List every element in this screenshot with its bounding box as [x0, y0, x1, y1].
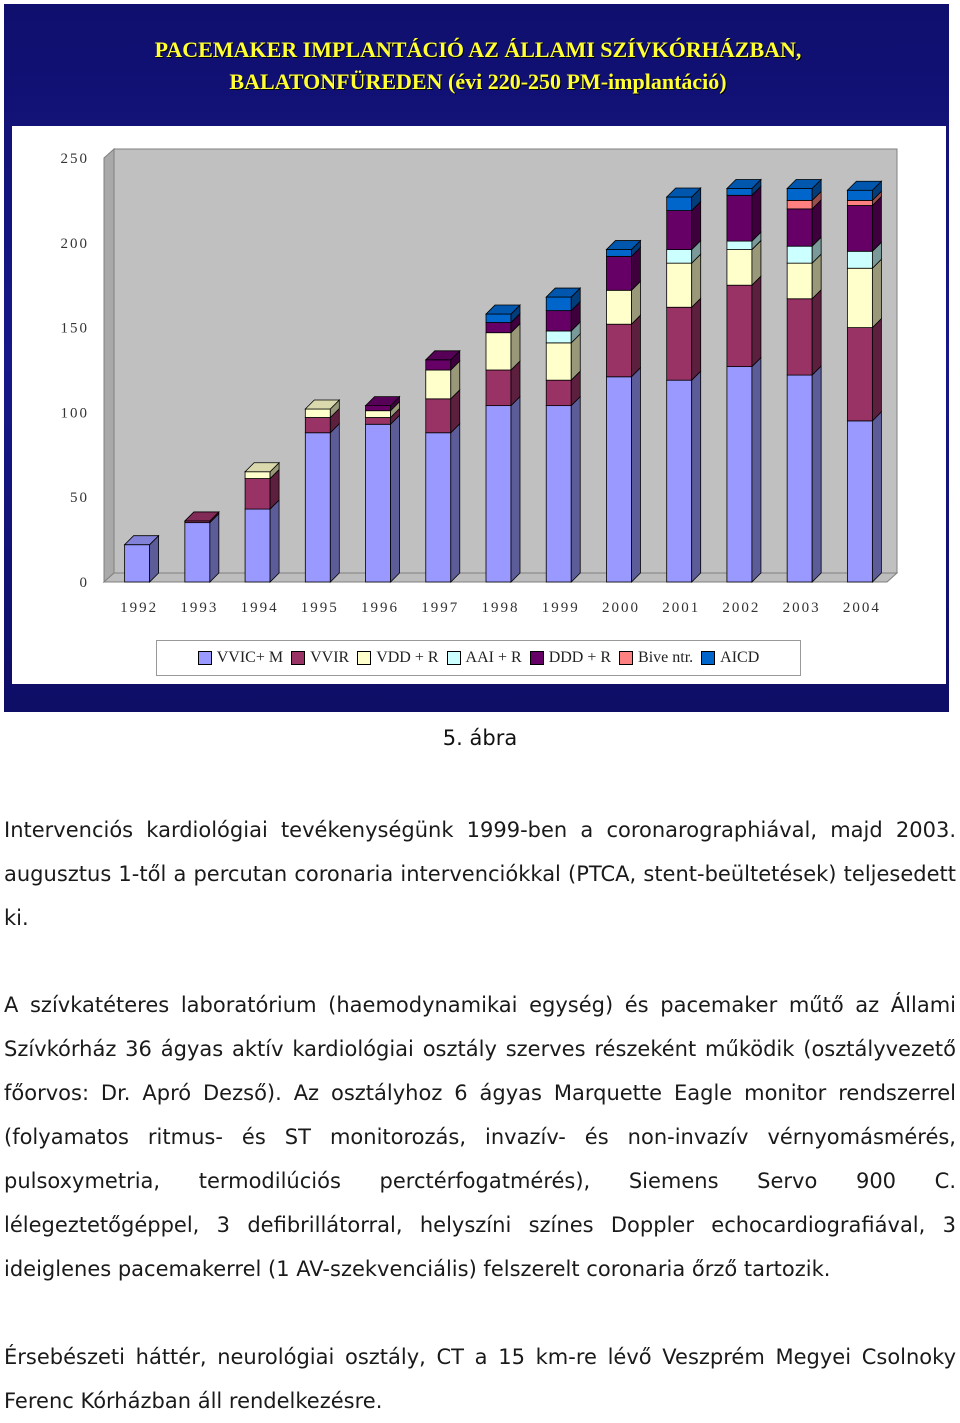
legend-swatch: [291, 651, 305, 665]
bar-segment-front: [426, 370, 451, 399]
bar-segment-front: [486, 333, 511, 370]
bar-segment-front: [606, 290, 631, 324]
legend-item: [357, 649, 438, 667]
bar-segment-front: [486, 370, 511, 406]
bar-segment-front: [486, 406, 511, 582]
legend-label: VVIR: [310, 649, 350, 666]
bar-segment-front: [787, 209, 812, 246]
chart-frame: [4, 4, 949, 712]
bar-segment-front: [667, 250, 692, 264]
bar-segment-side: [872, 259, 881, 327]
bar-segment-front: [667, 263, 692, 307]
y-tick-label: 200: [60, 235, 89, 252]
x-tick-label: 2003: [782, 600, 821, 616]
bar-segment-side: [330, 424, 339, 582]
bar-segment-side: [752, 276, 761, 366]
legend-label: Bive ntr.: [638, 649, 694, 666]
bar-segment-side: [391, 415, 400, 582]
bar-segment-side: [752, 186, 761, 241]
y-tick-label: 0: [79, 575, 89, 591]
bar-segment-front: [305, 409, 330, 417]
figure-caption: 5. ábra: [442, 726, 518, 750]
x-tick-label: 1992: [120, 600, 159, 616]
bar-segment-front: [606, 377, 631, 582]
bar-segment-front: [727, 195, 752, 241]
bar-segment-front: [847, 190, 872, 200]
legend-item: [291, 649, 349, 667]
y-tick-label: 100: [60, 405, 89, 422]
bar-segment-front: [787, 246, 812, 263]
legend-item: [198, 649, 283, 667]
y-tick-label: 250: [60, 151, 89, 167]
bar-segment-side: [812, 290, 821, 375]
legend-item: [701, 649, 759, 667]
bar-segment-front: [185, 523, 210, 582]
bar-segment-side: [210, 514, 219, 582]
bar-segment-front: [847, 421, 872, 582]
legend-swatch: [357, 651, 371, 665]
legend-swatch: [447, 651, 461, 665]
bar-segment-front: [847, 200, 872, 205]
bar-segment-side: [872, 196, 881, 251]
bar-segment-front: [546, 343, 571, 380]
x-tick-label: 2004: [842, 600, 881, 616]
bar-segment-side: [812, 366, 821, 582]
legend-label: AICD: [720, 649, 760, 666]
chart-title: [4, 34, 952, 98]
bar-segment-front: [787, 263, 812, 299]
x-tick-label: 2002: [722, 600, 761, 616]
bar-segment-side: [872, 319, 881, 421]
bar-segment-front: [366, 424, 391, 582]
bar-segment-side: [631, 368, 640, 582]
bar-segment-front: [787, 189, 812, 201]
bar-segment-front: [667, 380, 692, 582]
bar-segment-side: [752, 358, 761, 582]
bar-segment-front: [305, 417, 330, 432]
bar-segment-front: [546, 311, 571, 331]
bar-segment-front: [847, 205, 872, 251]
legend-item: [530, 649, 611, 667]
bar-segment-front: [546, 380, 571, 405]
chart-title-line-1: PACEMAKER IMPLANTÁCIÓ AZ ÁLLAMI SZÍVKÓRHÁZBAN,: [154, 37, 802, 62]
bar-segment-front: [787, 299, 812, 375]
bar-segment-front: [426, 433, 451, 582]
bar-segment-front: [125, 545, 150, 582]
bar-segment-front: [426, 399, 451, 433]
bar-segment-front: [606, 324, 631, 377]
bar-segment-front: [305, 433, 330, 582]
bar-segment-side: [571, 397, 580, 582]
bar-segment-front: [667, 307, 692, 380]
x-tick-label: 2001: [662, 600, 701, 616]
bar-segment-front: [546, 331, 571, 343]
plot-side-wall: [104, 149, 114, 582]
plot-panel: [12, 126, 946, 684]
x-tick-label: 2000: [601, 600, 640, 616]
legend-label: VVIC+ M: [216, 649, 284, 666]
bar-segment-front: [667, 211, 692, 250]
paragraph-vascular-surgery: Érsebészeti háttér, neurológiai osztály, CT a 15 km-re lévő Veszprém Megyei Csolnoky Ferenc Kórházban áll rendelkezésre.: [4, 1345, 956, 1413]
bar-segment-front: [667, 197, 692, 211]
bar-segment-front: [787, 375, 812, 582]
x-tick-label: 1999: [541, 600, 580, 616]
x-tick-label: 1993: [180, 600, 219, 616]
legend-item: [619, 649, 693, 667]
stacked-bar-chart: [12, 126, 946, 684]
legend-swatch: [619, 651, 633, 665]
paragraph-interventions: Intervenciós kardiológiai tevékenységünk 1999-ben a coronarographiával, majd 2003. augusztus 1-től a percutan coronaria intervenciókkal (PTCA, stent-beültetések) teljesedett ki.: [4, 818, 956, 930]
bar-segment-front: [426, 360, 451, 370]
bar-segment-front: [727, 189, 752, 196]
legend-swatch: [530, 651, 544, 665]
x-tick-label: 1997: [421, 600, 460, 616]
bar-segment-front: [606, 256, 631, 290]
bar-segment-side: [872, 412, 881, 582]
legend-label: AAI + R: [465, 649, 522, 666]
chart-title-line-2: BALATONFÜREDEN (évi 220-250 PM-implantáció): [229, 69, 727, 94]
bar-segment-front: [787, 200, 812, 208]
paragraph-cath-lab: A szívkatéteres laboratórium (haemodynamikai egység) és pacemaker műtő az Állami Szívkórház 36 ágyas aktív kardiológiai osztály szerves részeként működik (osztályvezető főorvos: Dr. Apró Dezső). Az osztályhoz 6 ágyas Marquette Eagle monitor rendszerrel (folyamatos ritmus- és ST monitorozás, invazív- és non-invazív vérnyomásmérés, pulsoxymetria, termodilúciós perctérfogatmérés), Siemens Servo 900 C. lélegeztetőgéppel, 3 defibrillátorral, helyszíni színes Doppler echocardiografiával, 3 ideiglenes pacemakerrel (1 AV-szekvenciális) felszerelt coronaria őrző tartozik.: [4, 993, 956, 1281]
bar-segment-front: [486, 323, 511, 333]
legend-item: [447, 649, 522, 667]
x-tick-label: 1995: [300, 600, 339, 616]
bar-segment-front: [366, 417, 391, 424]
bar-segment-front: [847, 251, 872, 268]
bar-segment-front: [546, 297, 571, 311]
legend-label: VDD + R: [376, 649, 439, 666]
x-tick-label: 1994: [240, 600, 279, 616]
y-tick-label: 150: [60, 320, 89, 337]
bar-segment-side: [511, 397, 520, 582]
bar-segment-front: [727, 285, 752, 366]
bar-segment-front: [245, 509, 270, 582]
legend-swatch: [198, 651, 212, 665]
bar-segment-side: [451, 424, 460, 582]
legend-swatch: [701, 651, 715, 665]
bar-segment-side: [692, 298, 701, 380]
bar-segment-side: [692, 371, 701, 582]
bar-segment-front: [727, 367, 752, 582]
bar-segment-front: [245, 472, 270, 479]
bar-segment-front: [546, 406, 571, 582]
x-tick-label: 1996: [361, 600, 400, 616]
bar-segment-front: [847, 328, 872, 421]
y-tick-label: 50: [70, 490, 89, 507]
bar-segment-side: [270, 500, 279, 582]
bar-segment-front: [727, 241, 752, 249]
bar-segment-front: [366, 406, 391, 411]
bar-segment-front: [727, 250, 752, 286]
bar-segment-front: [245, 479, 270, 510]
bar-segment-side: [631, 315, 640, 377]
bar-segment-front: [486, 314, 511, 322]
chart-legend: [156, 640, 801, 676]
bar-segment-front: [847, 268, 872, 327]
bar-segment-front: [366, 411, 391, 418]
bar-segment-front: [606, 250, 631, 257]
x-tick-label: 1998: [481, 600, 520, 616]
legend-label: DDD + R: [548, 649, 612, 666]
